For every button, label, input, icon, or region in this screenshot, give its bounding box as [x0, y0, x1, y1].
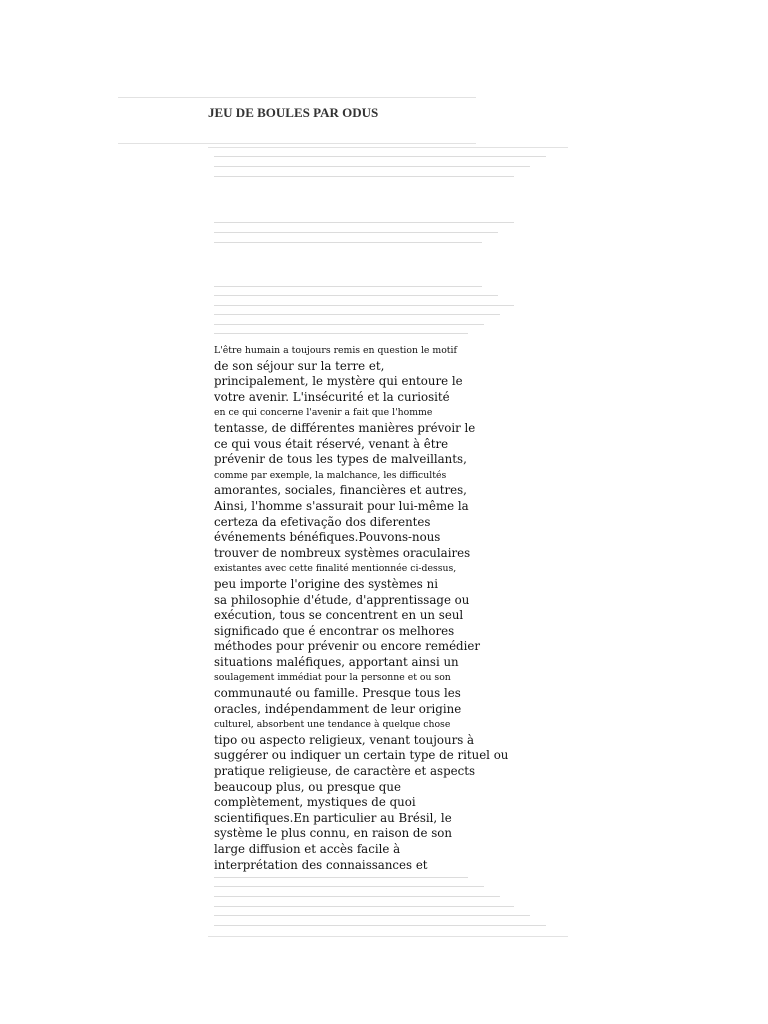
text-line: large diffusion et accès facile à [214, 842, 401, 856]
text-line: ce qui vous était réservé, venant à être [214, 436, 449, 451]
text-line: prévenir de tous les types de malveillants, [214, 452, 467, 467]
top-divider [118, 97, 476, 98]
title-divider [118, 143, 476, 144]
text-line: tipo ou aspecto religieux, venant toujours à [214, 732, 475, 747]
text-line: L'être humain a toujours remis en question le motif [214, 345, 457, 356]
bottom-divider [208, 936, 568, 937]
text-line: système le plus connu, en raison de son [214, 826, 452, 841]
header-divider [208, 147, 568, 148]
text-line: suggérer ou indiquer un certain type de rituel ou [214, 748, 509, 763]
text-line: oracles, indépendamment de leur origine [214, 701, 462, 716]
text-line: comme par exemple, la malchance, les difficultés [214, 469, 447, 481]
text-line: beaucoup plus, ou presque que [214, 779, 401, 794]
text-line: sa philosophie d'étude, d'apprentissage ou [214, 592, 470, 607]
body-paragraph [214, 343, 534, 873]
text-line: complètement, mystiques de quoi [214, 795, 416, 810]
text-line: exécution, tous se concentrent en un seul [214, 608, 464, 623]
document-title: JEU DE BOULES PAR ODUS [208, 105, 379, 120]
text-line: peu importe l'origine des systèmes ni [214, 576, 438, 591]
text-line: communauté ou famille. Presque tous les [214, 686, 461, 701]
text-line: trouver de nombreux systèmes oraculaires [214, 545, 471, 560]
text-line: principalement, le mystère qui entoure le [214, 374, 463, 389]
text-line: méthodes pour prévenir ou encore remédier [214, 639, 481, 654]
text-line: existantes avec cette finalité mentionnée ci-dessus, [214, 563, 457, 575]
text-line: pratique religieuse, de caractère et aspects [214, 764, 476, 779]
text-line: événements bénéfiques.Pouvons-nous [214, 530, 441, 545]
text-line: votre avenir. L'insécurité et la curiosité [214, 389, 450, 404]
text-line: amorantes, sociales, financières et autres, [214, 483, 467, 498]
text-line: soulagement immédiat pour la personne et ou son [214, 672, 451, 684]
text-line: situations maléfiques, apportant ainsi un [214, 654, 459, 669]
text-line: Ainsi, l'homme s'assurait pour lui-même la [214, 498, 469, 513]
text-line: culturel, absorbent une tendance à quelque chose [214, 719, 451, 731]
text-line: en ce qui concerne l'avenir a fait que l'homme [214, 407, 433, 419]
text-line: tentasse, de différentes manières prévoir le [214, 420, 476, 435]
text-line: interprétation des connaissances et [214, 857, 428, 872]
text-line: scientifiques.En particulier au Brésil, le [214, 810, 452, 825]
text-line: de son séjour sur la terre et, [214, 358, 385, 373]
text-line: significado que é encontrar os melhores [214, 623, 455, 638]
text-line: certeza da efetivação dos diferentes [214, 514, 431, 529]
